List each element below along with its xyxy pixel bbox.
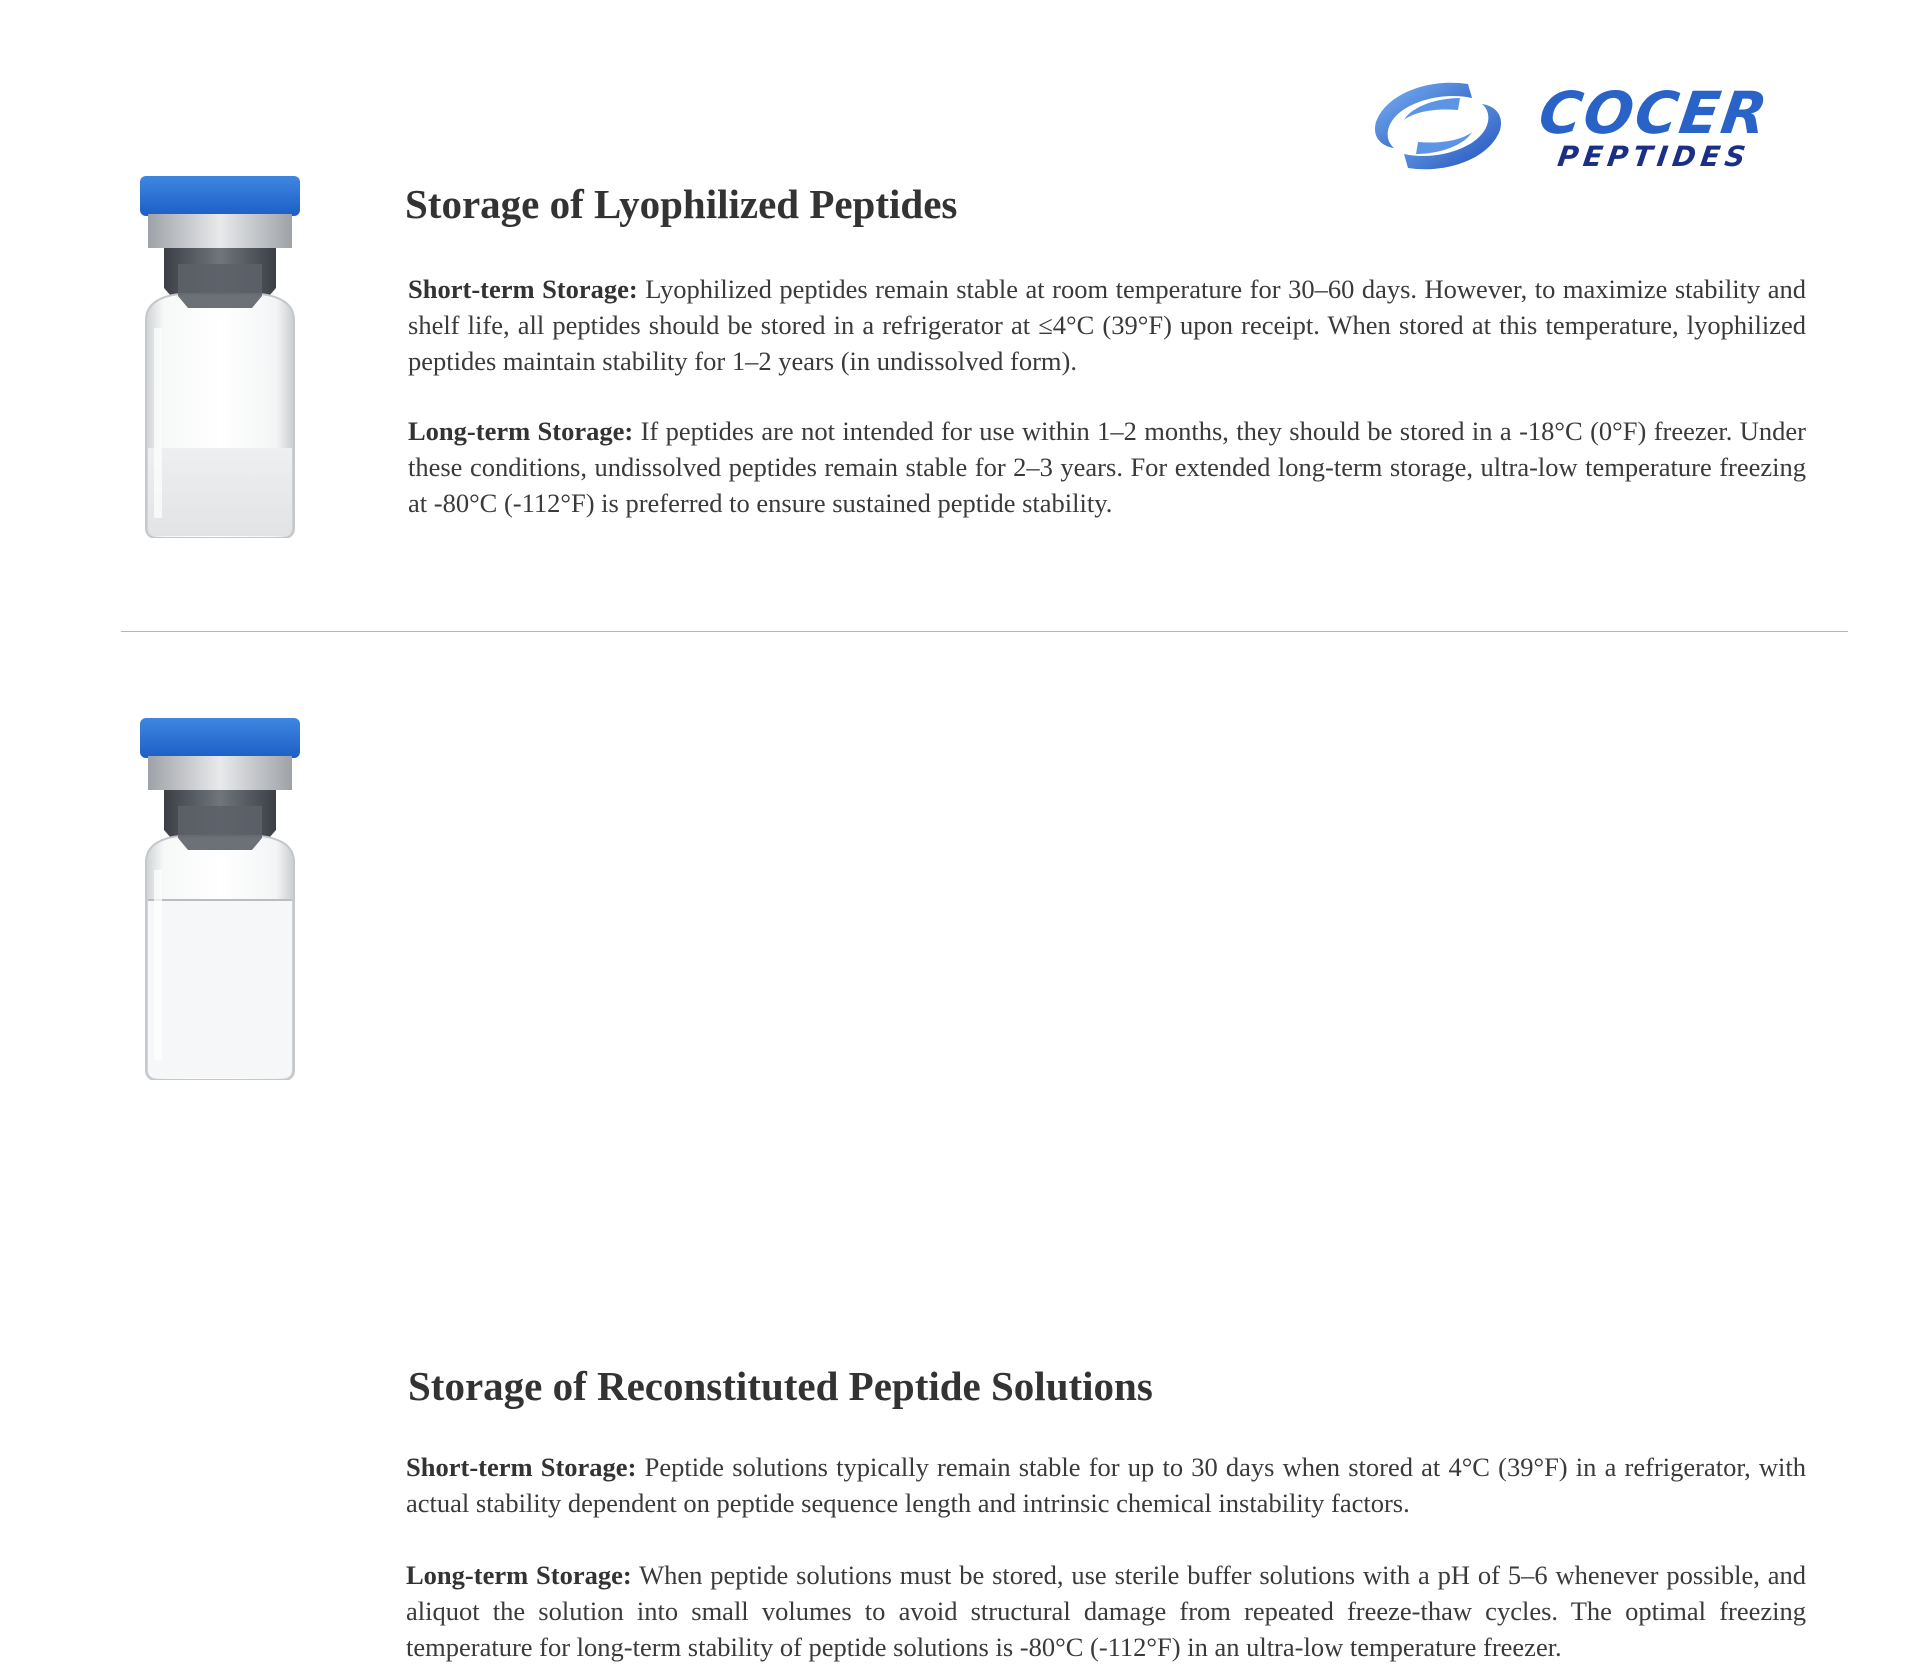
short-term-paragraph bbox=[406, 1449, 1806, 1521]
paragraph-label: Long-term Storage: bbox=[408, 416, 634, 446]
vial-liquid-icon bbox=[134, 710, 304, 1080]
section-divider bbox=[121, 631, 1848, 632]
long-term-paragraph bbox=[408, 413, 1806, 521]
short-term-paragraph bbox=[408, 271, 1806, 379]
paragraph-text: When peptide solutions must be stored, use sterile buffer solutions with a pH of 5–6 whenever possible, and aliquot the solution into small volumes to avoid structural damage from repeated freeze-thaw cycles. The optimal freezing temperature for long-term stability of peptide solutions is -80°C (-112°F) in an ultra-low temperature freezer. bbox=[406, 1560, 1806, 1662]
vial-powder-icon bbox=[134, 168, 304, 538]
section-lyophilized bbox=[0, 0, 1920, 630]
long-term-paragraph bbox=[406, 1557, 1806, 1665]
brand-subname: PEPTIDES bbox=[1555, 140, 1753, 173]
paragraph-label: Short-term Storage: bbox=[406, 1452, 637, 1482]
paragraph-text: Peptide solutions typically remain stable for up to 30 days when stored at 4°C (39°F) in a refrigerator, with actual stability dependent on peptide sequence length and intrinsic chemical instability factors. bbox=[406, 1452, 1806, 1518]
paragraph-text: Lyophilized peptides remain stable at room temperature for 30–60 days. However, to maximize stability and shelf life, all peptides should be stored in a refrigerator at ≤4°C (39°F) upon receipt. When stored at this temperature, lyophilized peptides maintain stability for 1–2 years (in undissolved form). bbox=[408, 274, 1806, 376]
paragraph-label: Long-term Storage: bbox=[406, 1560, 632, 1590]
section-title: Storage of Reconstituted Peptide Solutions bbox=[408, 1363, 1153, 1409]
brand-name: COCER bbox=[1534, 79, 1774, 147]
paragraph-label: Short-term Storage: bbox=[408, 274, 638, 304]
paragraph-text: If peptides are not intended for use within 1–2 months, they should be stored in a -18°C (0°F) freezer. Under these conditions, undissolved peptides remain stable for 2–3 years. For extended long-term storage, ultra-low temperature freezing at -80°C (-112°F) is preferred to ensure sustained peptide stability. bbox=[408, 416, 1806, 518]
section-title: Storage of Lyophilized Peptides bbox=[405, 181, 958, 227]
section-reconstituted bbox=[0, 640, 1920, 1662]
